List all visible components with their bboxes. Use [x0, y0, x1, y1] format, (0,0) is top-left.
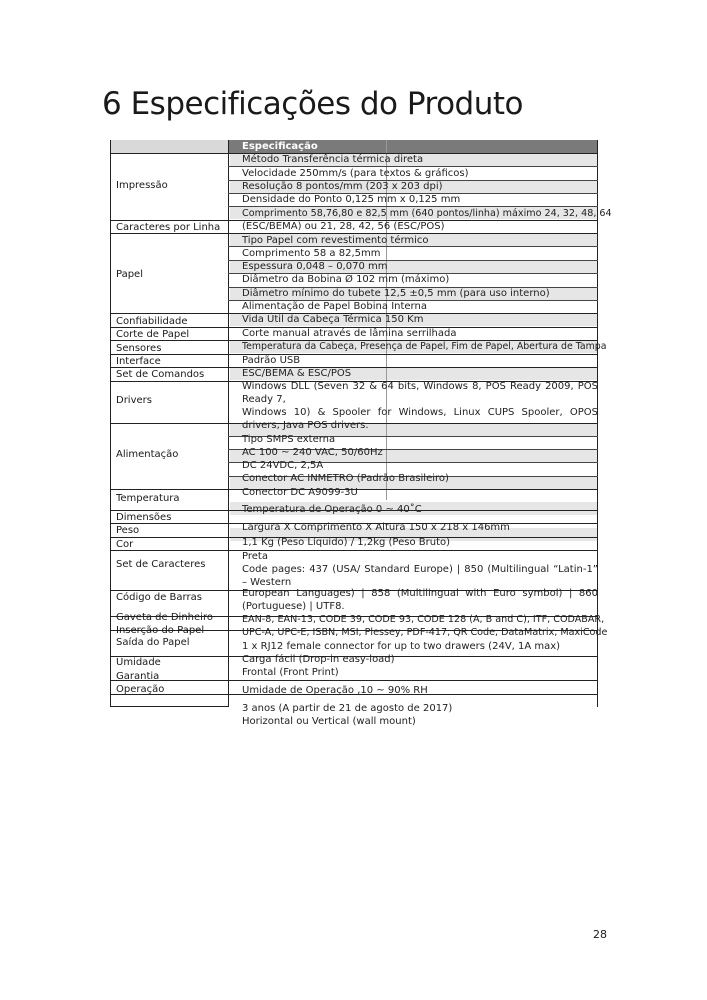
- label-papel: Papel: [116, 269, 143, 280]
- spec-line: UPC-A, UPC-E, ISBN, MSI, Plessey, PDF-417, QR Code, DataMatrix, MaxiCode: [242, 627, 608, 638]
- spec-line: Densidade do Ponto 0,125 mm x 0,125 mm: [242, 194, 461, 205]
- spec-line: Preta: [242, 551, 268, 562]
- label-alimentacao: Alimentação: [116, 449, 179, 460]
- page-title: 6 Especificações do Produto: [102, 86, 523, 122]
- table-header: [228, 140, 598, 153]
- label-caracteres-por-linha: Caracteres por Linha: [116, 222, 221, 233]
- label-saida-do-papel: Saída do Papel: [116, 637, 190, 648]
- page-number: 28: [593, 928, 607, 941]
- spec-line: Code pages: 437 (USA/ Standard Europe) | 850 (Multilingual “Latin-1” – Western: [242, 564, 598, 588]
- spec-line: Largura X Comprimento X Altura 150 x 218 x 146mm: [242, 522, 510, 533]
- specifications-table: [110, 140, 612, 727]
- spec-line: Resolução 8 pontos/mm (203 x 203 dpi): [242, 181, 443, 192]
- spec-line: AC 100 ~ 240 VAC, 50/60Hz: [242, 447, 383, 458]
- spec-line: EAN-8, EAN-13, CODE 39, CODE 93, CODE 128 (A, B and C), ITF, CODABAR,: [242, 614, 605, 625]
- spec-line: ESC/BEMA & ESC/POS: [242, 368, 352, 379]
- spec-line: Diâmetro mínimo do tubete 12,5 ±0,5 mm (para uso interno): [242, 288, 550, 299]
- spec-line: Temperatura da Cabeça, Presença de Papel, Fim de Papel, Abertura de Tampa: [242, 341, 607, 352]
- spec-line: 1,1 Kg (Peso Líquido) / 1,2kg (Peso Bruto): [242, 537, 451, 548]
- label-cor: Cor: [116, 539, 134, 550]
- spec-line: 1 x RJ12 female connector for up to two drawers (24V, 1A max): [242, 641, 561, 652]
- label-temperatura: Temperatura: [116, 493, 180, 504]
- spec-line: Corte manual através de lâmina serrilhada: [242, 328, 457, 339]
- spec-line: Vida Útil da Cabeça Térmica 150 Km: [242, 314, 424, 325]
- label-umidade: Umidade: [116, 657, 161, 668]
- label-insercao-do-papel: Inserção do Papel: [116, 625, 205, 636]
- spec-line: Comprimento 58,76,80 e 82,5 mm (640 pontos/linha) máximo 24, 32, 48, 64: [242, 208, 612, 219]
- label-impressao: Impressão: [116, 180, 168, 191]
- label-codigo-de-barras: Código de Barras: [116, 592, 202, 603]
- spec-line: Conector DC A9099-3U: [242, 487, 358, 498]
- spec-line: Conector AC INMETRO (Padrão Brasileiro): [242, 473, 449, 484]
- label-gaveta-de-dinheiro: Gaveta de Dinheiro: [116, 612, 213, 623]
- spec-line: Tipo Papel com revestimento térmico: [242, 235, 429, 246]
- spec-line: Comprimento 58 a 82,5mm: [242, 248, 381, 259]
- spec-line: Windows DLL (Seven 32 & 64 bits, Windows 8, POS Ready 2009, POS Ready 7,: [242, 381, 598, 405]
- label-sensores: Sensores: [116, 343, 162, 354]
- spec-line: Horizontal ou Vertical (wall mount): [242, 716, 416, 727]
- label-confiabilidade: Confiabilidade: [116, 316, 188, 327]
- spec-line: 3 anos (A partir de 21 de agosto de 2017): [242, 703, 453, 714]
- spec-line: Frontal (Front Print): [242, 667, 339, 678]
- label-interface: Interface: [116, 356, 161, 367]
- label-peso: Peso: [116, 525, 140, 536]
- label-set-de-comandos: Set de Comandos: [116, 369, 205, 380]
- spec-line: (ESC/BEMA) ou 21, 28, 42, 56 (ESC/POS): [242, 221, 445, 232]
- label-garantia: Garantia: [116, 671, 160, 682]
- label-dimensoes: Dimensões: [116, 512, 172, 523]
- spec-line: European Languages) | 858 (Multilingual with Euro symbol) | 860 (Portuguese) | UTF8.: [242, 588, 598, 612]
- spec-line: Tipo SMPS externa: [242, 434, 336, 445]
- spec-line: Método Transferência térmica direta: [242, 154, 424, 165]
- spec-line: Padrão USB: [242, 355, 301, 366]
- spec-line: DC 24VDC, 2,5A: [242, 460, 324, 471]
- spec-line: Diâmetro da Bobina Ø 102 mm (máximo): [242, 274, 450, 285]
- label-set-de-caracteres: Set de Caracteres: [116, 559, 206, 570]
- label-operacao: Operação: [116, 684, 165, 695]
- label-drivers: Drivers: [116, 395, 152, 406]
- spec-line: Temperatura de Operação 0 ~ 40˚C: [242, 504, 422, 515]
- spec-line: Alimentação de Papel Bobina Interna: [242, 301, 427, 312]
- spec-line: Windows 10) & Spooler for Windows, Linux CUPS Spooler, OPOS drivers, Java POS drivers.: [242, 407, 598, 431]
- spec-line: Umidade de Operação ,10 ~ 90% RH: [242, 685, 428, 696]
- label-corte-de-papel: Corte de Papel: [116, 329, 190, 340]
- spec-line: Velocidade 250mm/s (para textos & gráficos): [242, 168, 469, 179]
- spec-line: Carga fácil (Drop-in easy-load): [242, 654, 395, 665]
- spec-line: Espessura 0,048 – 0,070 mm: [242, 261, 388, 272]
- header-label: Especificação: [242, 141, 318, 152]
